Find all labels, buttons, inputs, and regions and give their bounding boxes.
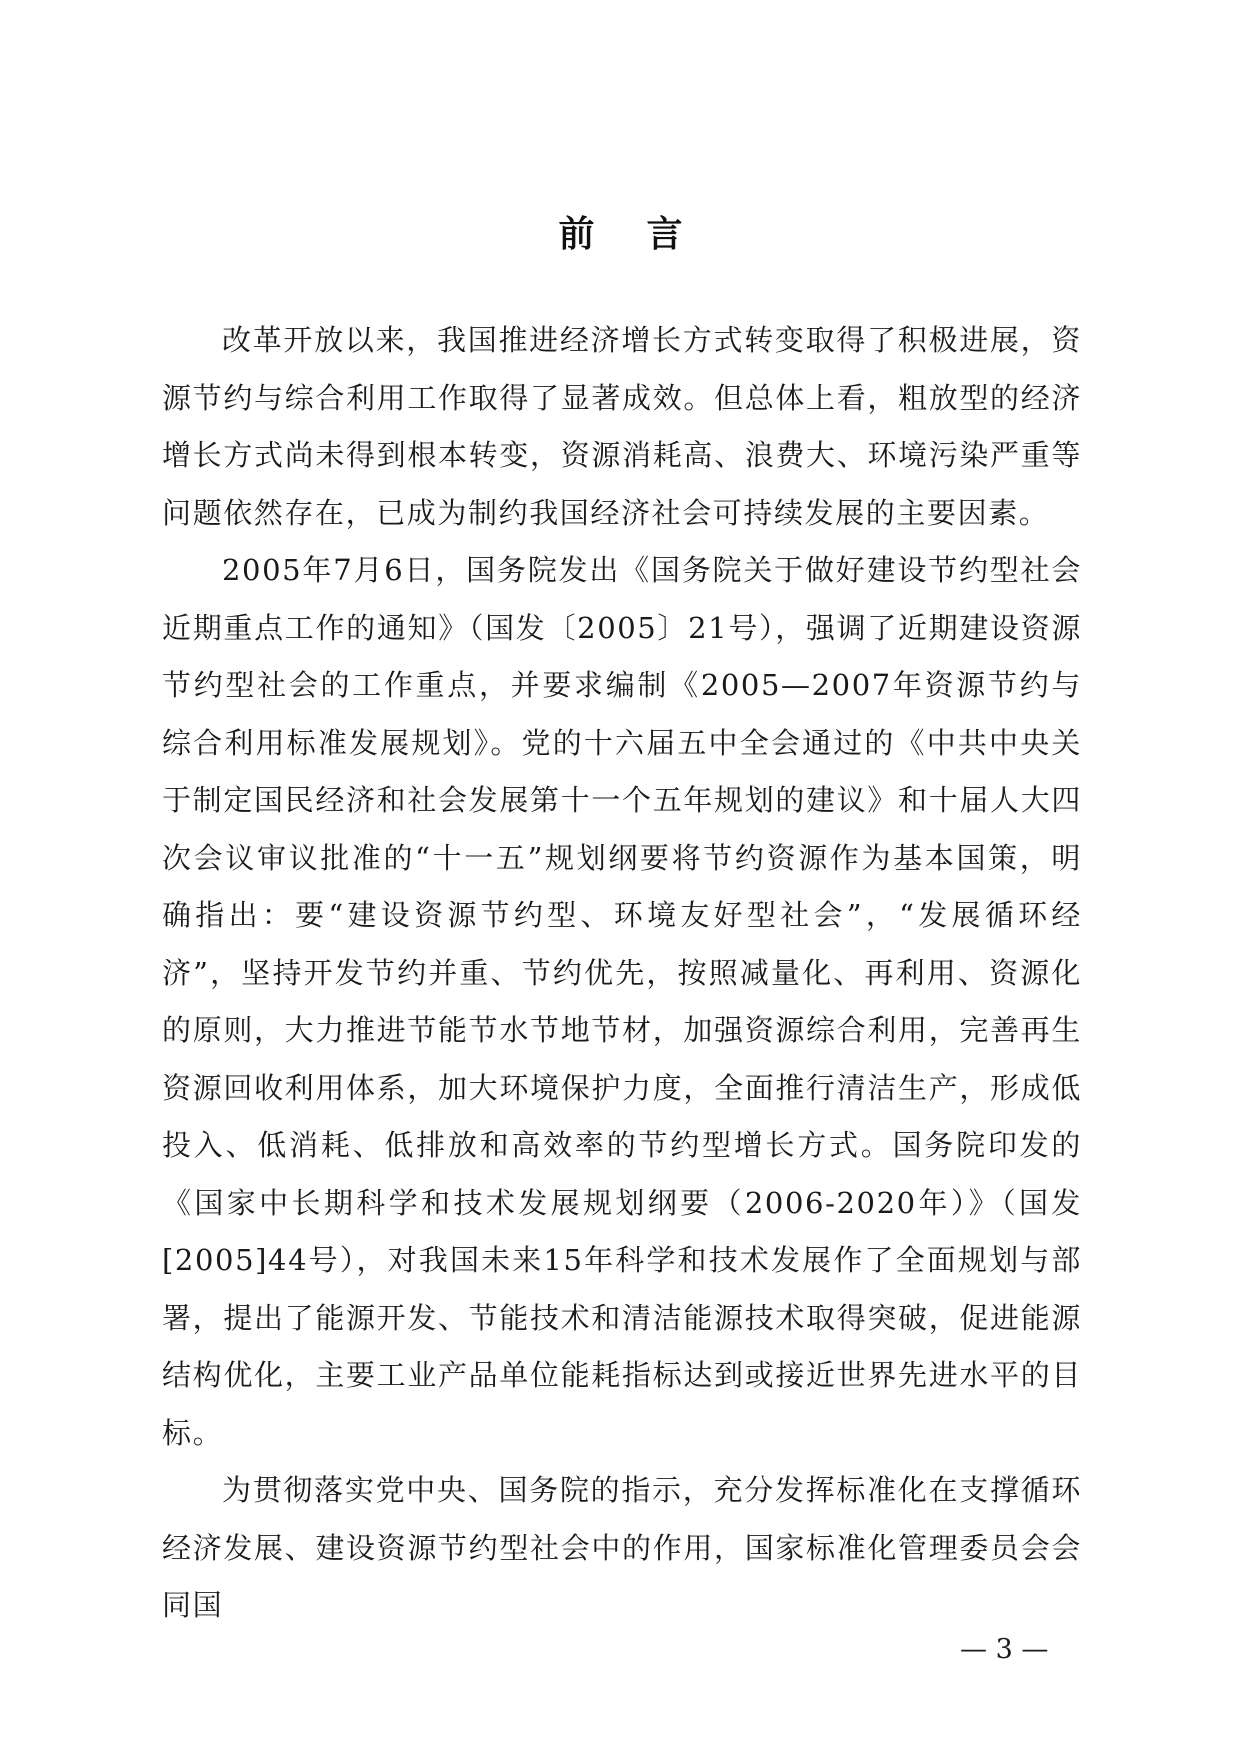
page-title: 前言 xyxy=(558,213,735,256)
paragraph-3: 为贯彻落实党中央、国务院的指示，充分发挥标准化在支撑循环经济发展、建设资源节约型社会中的作用，国家标准化管理委员会会同国 xyxy=(162,1473,1082,1622)
paragraph-2: 2005年7月6日，国务院发出《国务院关于做好建设节约型社会近期重点工作的通知》（国发〔2005〕21号），强调了近期建设资源节约型社会的工作重点，并要求编制《2005—2007年资源节约与综合利用标准发展规划》。党的十六届五中全会通过的《中共中央关于制定国民经济和社会发展第十一个五年规划的建议》和十届人大四次会议审议批准的“十一五”规划纲要将节约资源作为基本国策，明确指出：要“建设资源节约型、环境友好型社会”，“发展循环经济”，坚持开发节约并重、节约优先，按照减量化、再利用、资源化的原则，大力推进节能节水节地节材，加强资源综合利用，完善再生资源回收利用体系，加大环境保护力度，全面推行清洁生产，形成低投入、低消耗、低排放和高效率的节约型增长方式。国务院印发的《国家中长期科学和技术发展规划纲要（2006-2020年）》（国发[2005]44号），对我国未来15年科学和技术发展作了全面规划与部署，提出了能源开发、节能技术和清洁能源技术取得突破，促进能源结构优化，主要工业产品单位能耗指标达到或接近世界先进水平的目标。 xyxy=(162,553,1082,1450)
body-text xyxy=(162,312,1082,1635)
paragraph-1: 改革开放以来，我国推进经济增长方式转变取得了积极进展，资源节约与综合利用工作取得了显著成效。但总体上看，粗放型的经济增长方式尚未得到根本转变，资源消耗高、浪费大、环境污染严重等问题依然存在，已成为制约我国经济社会可持续发展的主要因素。 xyxy=(162,323,1082,530)
page-number: — 3 — xyxy=(960,1634,1049,1665)
